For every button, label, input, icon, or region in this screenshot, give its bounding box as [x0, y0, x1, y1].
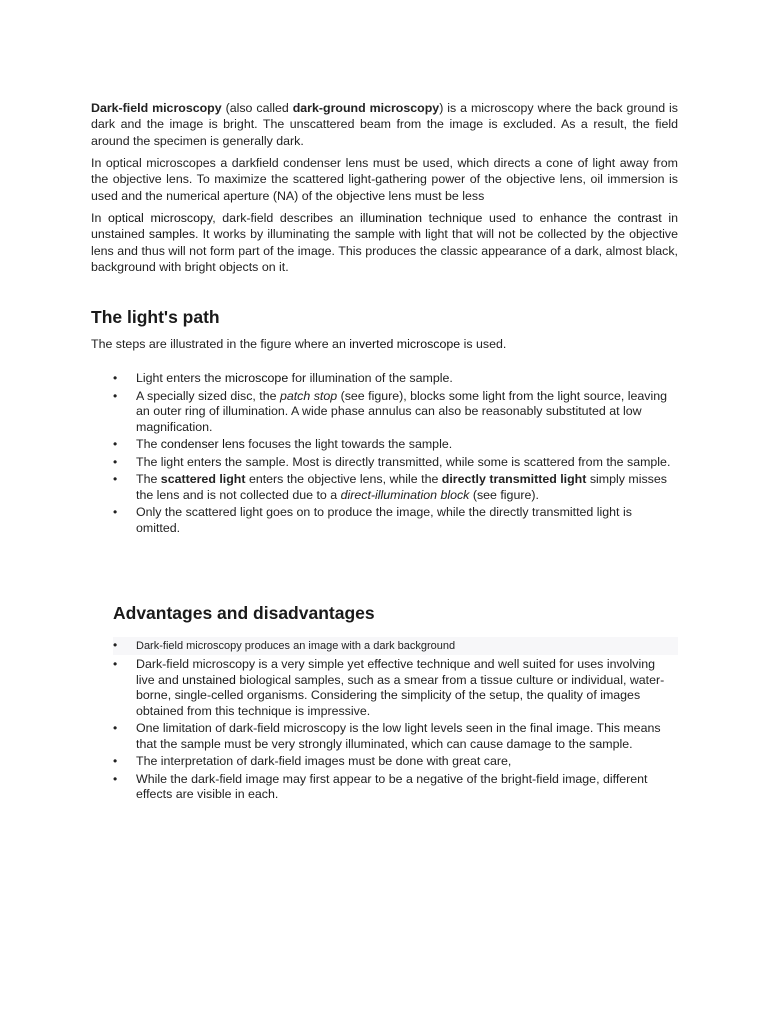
list-item: • Only the scattered light goes on to produce the image, while the directly transmitted light is omitted.	[113, 505, 673, 536]
list-item: • Dark-field microscopy produces an image with a dark background	[113, 637, 678, 655]
text-span: A specially sized disc, the	[136, 388, 280, 403]
text-span: In	[91, 211, 108, 225]
list-item	[113, 472, 673, 503]
text-span: simply misses the lens and is not collected due to a	[136, 472, 667, 502]
text-span: ) is a microscopy where the back ground is dark and the image is bright. The unscattered beam from the image is excluded. As a result, the field around the specimen is generally dark.	[91, 101, 679, 148]
link-microscope[interactable]: microscope	[224, 371, 289, 385]
link-illumination[interactable]: illumination	[360, 211, 422, 225]
heading-advantages: Advantages and disadvantages	[113, 603, 375, 623]
intro-paragraph-1	[91, 100, 678, 149]
text-span: technique used to enhance the	[422, 211, 618, 225]
list-item: • While the dark-field image may first appear to be a negative of the bright-field image, different effects are visible in each.	[113, 772, 673, 803]
list-item: • The light enters the sample. Most is directly transmitted, while some is scattered from the sample.	[113, 455, 673, 471]
link-contrast[interactable]: contrast	[617, 211, 662, 225]
link-condenser-lens[interactable]: condenser lens	[160, 437, 245, 451]
text-span: The	[136, 437, 161, 451]
term-scattered-light: scattered light	[160, 472, 246, 486]
term-directly-transmitted-light: directly transmitted light	[441, 472, 587, 486]
heading-lights-path: The light's path	[91, 307, 220, 327]
term-dark-field: Dark-field microscopy	[91, 101, 222, 115]
lights-path-list	[113, 371, 673, 538]
text-span: is used.	[460, 337, 507, 351]
link-optical-microscopy[interactable]: optical microscopy	[107, 211, 213, 225]
text-span: The	[136, 472, 161, 486]
text-span: in unstained	[91, 211, 678, 242]
list-item	[113, 437, 673, 453]
em-direct-illumination-block: direct-illumination block	[340, 487, 470, 502]
list-item: • One limitation of dark-field microscopy is the low light levels seen in the final image. This means that the sample must be very strongly illuminated, which can cause damage to the sample.	[113, 721, 673, 752]
text-span: (see figure), blocks some light from the light source, leaving an outer ring of illumination. A wide phase annulus can also be reasonably substituted at low magnification.	[136, 388, 668, 434]
text-span: enters the objective lens, while the	[245, 472, 442, 486]
list-item: • The interpretation of dark-field images must be done with great care,	[113, 754, 673, 770]
link-unstained[interactable]: unstained	[182, 672, 236, 687]
link-samples[interactable]: samples	[148, 227, 196, 242]
text-span: The steps are illustrated in the figure where an	[91, 337, 350, 351]
term-dark-ground: dark-ground microscopy	[292, 101, 440, 115]
intro-paragraph-3	[91, 210, 678, 275]
advantages-list	[113, 637, 673, 805]
text-span: Dark-field microscopy is a very simple yet effective technique and well suited for uses involving live and	[136, 657, 656, 687]
link-inverted-microscope[interactable]: inverted microscope	[349, 337, 461, 351]
text-span: Light enters the	[136, 371, 225, 385]
text-span: (see figure).	[469, 487, 539, 502]
intro-paragraph-2: In optical microscopes a darkfield condenser lens must be used, which directs a cone of light away from the objective lens. To maximize the scattered light-gathering power of the objective lens, oil immersion is used and the numerical aperture (NA) of the objective lens must be less	[91, 156, 678, 203]
text-span: . It works by illuminating the sample with light that will not be collected by the objective lens and thus will not form part of the image. This produces the classic appearance of a dark, almost black, background with bright objects on it.	[91, 227, 679, 274]
em-patch-stop: patch stop	[279, 388, 338, 403]
text-span: , dark-field describes an	[212, 211, 361, 225]
list-item	[113, 371, 673, 387]
list-item	[113, 389, 673, 436]
text-span: biological samples, such as a smear from a tissue culture or individual, water-borne, single-celled organisms. Considering the simplicity of the setup, the quality of images obtained from this technique is impressive.	[136, 672, 665, 718]
lights-path-lead	[91, 336, 678, 352]
text-span: (also called	[221, 101, 293, 115]
text-span: focuses the light towards the sample.	[244, 437, 453, 451]
list-item	[113, 657, 673, 719]
text-span: for illumination of the sample.	[288, 371, 453, 385]
